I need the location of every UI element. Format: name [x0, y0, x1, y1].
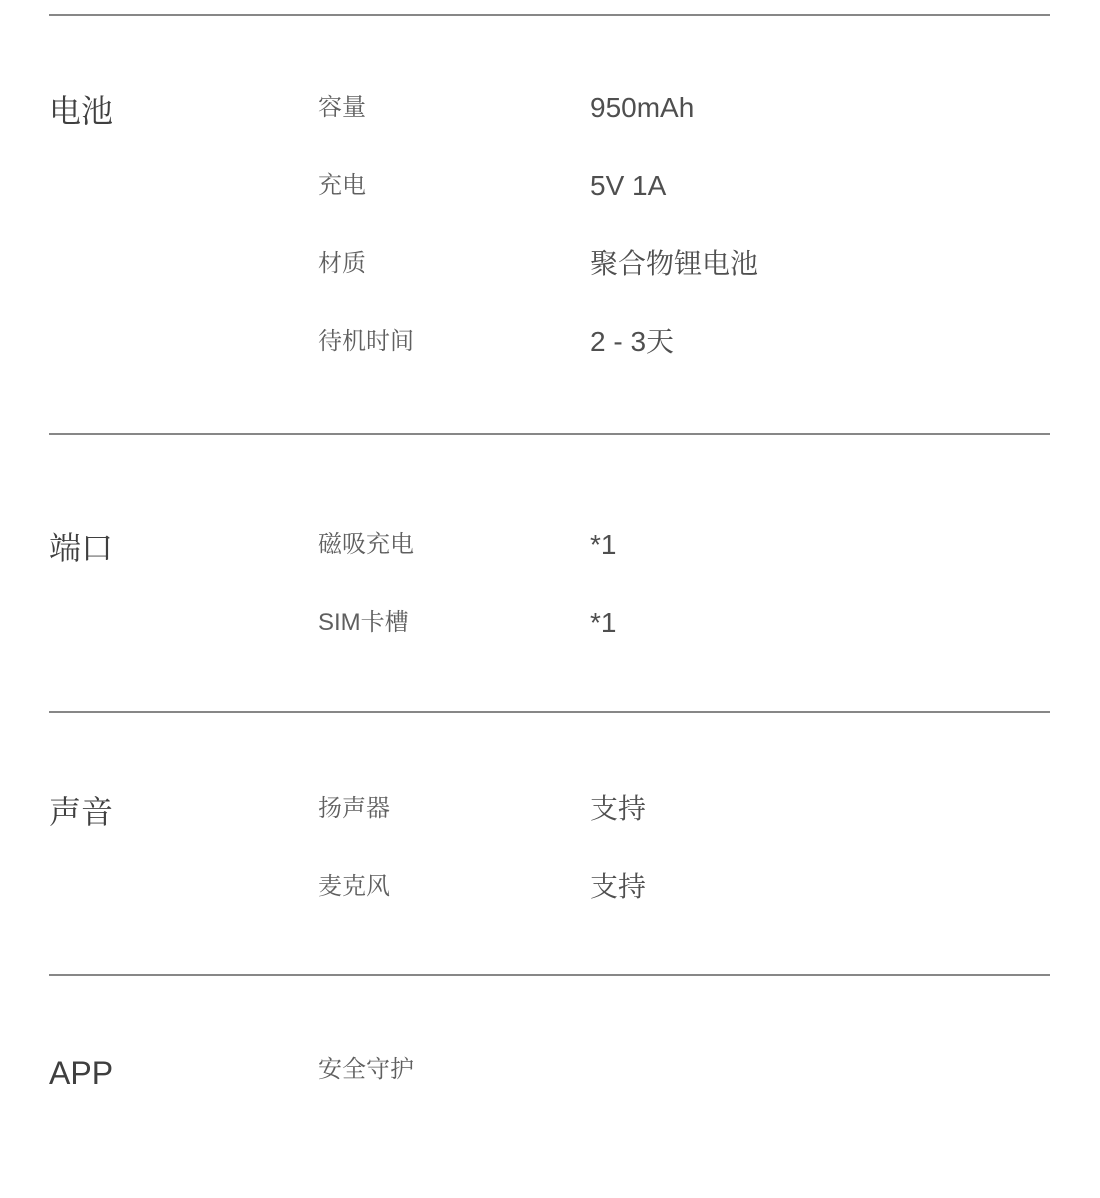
row-label: 容量 [318, 94, 366, 121]
spec-row [318, 170, 1050, 248]
row-label: 待机时间 [318, 328, 414, 355]
row-value: 聚合物锂电池 [590, 248, 759, 279]
section-title-sound: 声音 [49, 794, 114, 830]
row-value: *1 [590, 607, 617, 638]
row-value: *1 [590, 529, 617, 560]
row-label: 扬声器 [318, 795, 390, 822]
section-sound [49, 711, 1050, 974]
spec-row [318, 871, 1050, 949]
spec-row [318, 607, 1050, 685]
section-rows [318, 1054, 1050, 1132]
section-title-battery: 电池 [49, 93, 114, 129]
row-value: 5V 1A [590, 170, 667, 201]
row-value: 支持 [590, 793, 647, 824]
section-rows [318, 92, 1050, 404]
section-app [49, 974, 1050, 1198]
spec-row [318, 529, 1050, 607]
section-rows [318, 529, 1050, 685]
spec-row [318, 326, 1050, 404]
row-label: SIM卡槽 [318, 609, 409, 636]
section-ports [49, 433, 1050, 711]
row-label: 材质 [318, 250, 366, 277]
spec-row [318, 92, 1050, 170]
spec-table [49, 0, 1050, 1198]
spec-row [318, 248, 1050, 326]
row-label: 安全守护 [318, 1056, 414, 1083]
section-title-app: APP [49, 1055, 114, 1091]
row-label: 麦克风 [318, 873, 390, 900]
row-value: 支持 [590, 871, 647, 902]
row-label: 充电 [318, 172, 366, 199]
spec-row [318, 793, 1050, 871]
row-value: 2 - 3天 [590, 326, 675, 357]
section-title-ports: 端口 [49, 530, 114, 566]
spec-row [318, 1054, 1050, 1132]
section-rows [318, 793, 1050, 949]
row-label: 磁吸充电 [318, 531, 414, 558]
row-value: 950mAh [590, 92, 695, 123]
section-battery [49, 14, 1050, 433]
